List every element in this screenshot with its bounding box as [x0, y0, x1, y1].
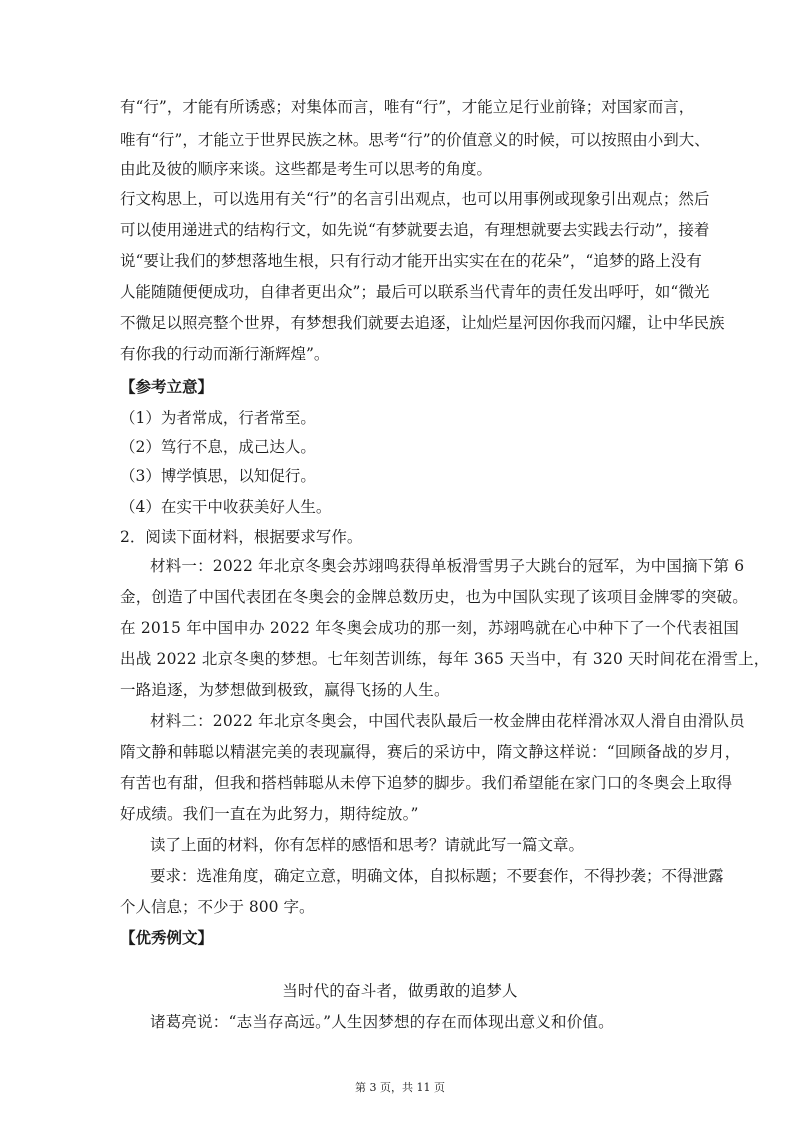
material-line: 在 2015 年中国申办 2022 年冬奥会成功的那一刻，苏翊鸣就在心中种下了一个代表祖国 — [120, 619, 740, 637]
material-line: 材料一：2022 年北京冬奥会苏翊鸣获得单板滑雪男子大跳台的冠军，为中国摘下第 6 — [150, 557, 745, 575]
body-line: 唯有“行”，才能立于世界民族之林。思考“行”的价值意义的时候，可以按照由小到大、 — [120, 131, 710, 149]
material-line: 材料二：2022 年北京冬奥会，中国代表队最后一枚金牌由花样滑冰双人滑自由滑队员 — [150, 712, 745, 730]
requirements-line: 个人信息；不少于 800 字。 — [120, 898, 315, 916]
material-line: 金，创造了中国代表团在冬奥会的金牌总数历史，也为中国队实现了该项目金牌零的突破。 — [120, 588, 749, 606]
body-line: 说“要让我们的梦想落地生根，只有行动才能开出实实在在的花朵”，“追梦的路上没有 — [120, 252, 702, 270]
body-line: 有你我的行动而渐行渐辉煌”。 — [120, 345, 330, 363]
ref-item: （1）为者常成，行者常至。 — [120, 409, 316, 427]
ref-heading: 【参考立意】 — [120, 378, 214, 396]
essay-first-line: 诸葛亮说：“志当存高远。”人生因梦想的存在而体现出意义和价值。 — [150, 1013, 614, 1031]
body-line: 由此及彼的顺序来谈。这些都是考生可以思考的角度。 — [120, 160, 493, 178]
ref-item: （3）博学慎思，以知促行。 — [120, 467, 316, 485]
material-line: 一路追逐，为梦想做到极致，赢得飞扬的人生。 — [120, 681, 450, 699]
material-line: 好成绩。我们一直在为此努力，期待绽放。” — [120, 805, 419, 823]
example-heading: 【优秀例文】 — [120, 929, 214, 947]
material-line: 出战 2022 北京冬奥的梦想。七年刻苦训练，每年 365 天当中，有 320 天时间花在滑雪上， — [120, 650, 770, 668]
body-line: 行文构思上，可以选用有关“行”的名言引出观点，也可以用事例或现象引出观点；然后 — [120, 190, 710, 208]
material-line: 有苦也有甜，但我和搭档韩聪从未停下追梦的脚步。我们希望能在家门口的冬奥会上取得 — [120, 774, 733, 792]
prompt-line: 读了上面的材料，你有怎样的感悟和思考？请就此写一篇文章。 — [150, 836, 585, 854]
body-line: 可以使用递进式的结构行文，如先说“有梦就要去追，有理想就要去实践去行动”，接着 — [120, 221, 710, 239]
material-line: 隋文静和韩聪以精湛完美的表现赢得，赛后的采访中，隋文静这样说：“回顾备战的岁月， — [120, 743, 741, 761]
body-line: 不微足以照亮整个世界，有梦想我们就要去追逐，让灿烂星河因你我而闪耀，让中华民族 — [120, 314, 725, 332]
page-footer: 第 3 页，共 11 页 — [355, 1081, 445, 1094]
ref-item: （4）在实干中收获美好人生。 — [120, 498, 332, 516]
body-line: 有“行”，才能有所诱惑；对集体而言，唯有“行”，才能立足行业前锋；对国家而言， — [120, 98, 695, 116]
essay-title: 当时代的奋斗者，做勇敢的追梦人 — [282, 982, 518, 1000]
question-title: 2．阅读下面材料，根据要求写作。 — [120, 528, 363, 546]
body-line: 人能随随便便成功，自律者更出众”；最后可以联系当代青年的责任发出呼吁，如“微光 — [120, 283, 710, 301]
ref-item: （2）笃行不息，成己达人。 — [120, 438, 316, 456]
requirements-line: 要求：选准角度，确定立意，明确文体，自拟标题；不要套作，不得抄袭；不得泄露 — [150, 867, 724, 885]
